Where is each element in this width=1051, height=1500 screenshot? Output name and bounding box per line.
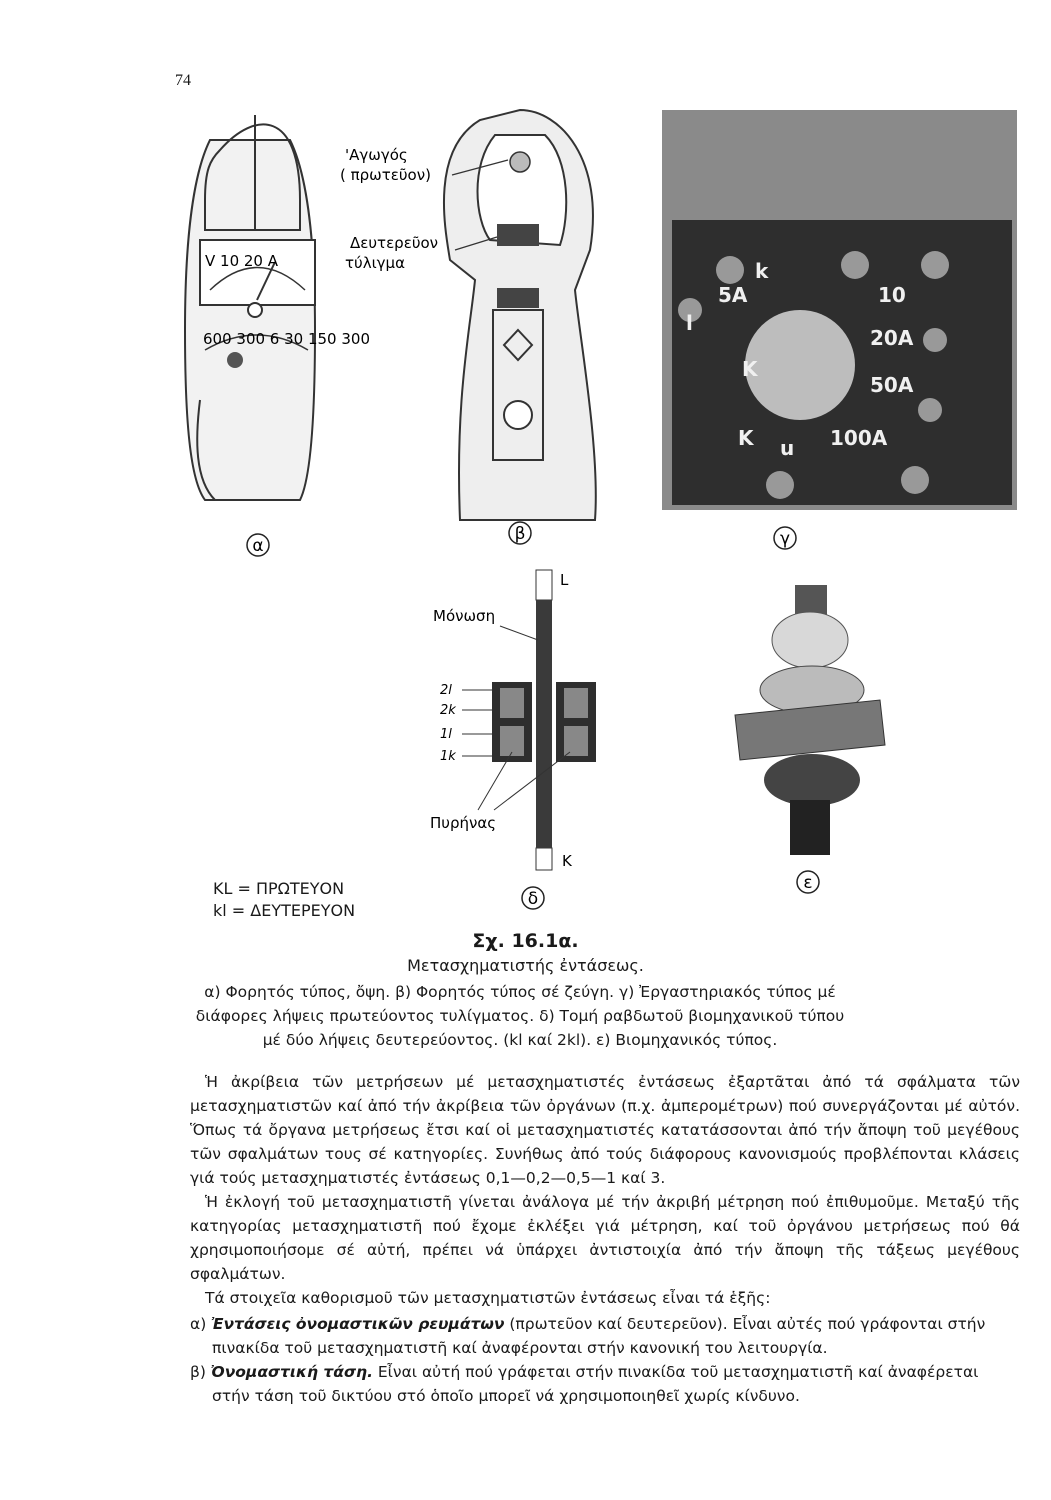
svg-text:V 10 20 A: V 10 20 A <box>205 252 279 270</box>
panel-a-label: α <box>252 536 264 556</box>
svg-text:k: k <box>755 259 769 283</box>
panel-d-label: δ <box>527 889 539 909</box>
svg-text:10: 10 <box>878 283 906 307</box>
svg-text:2l: 2l <box>440 683 452 698</box>
caption-title: Σχ. 16.1α. <box>472 930 579 952</box>
svg-text:2k: 2k <box>440 703 456 718</box>
panel-e-label: ε <box>803 873 813 893</box>
svg-text:K: K <box>562 852 572 870</box>
panel-c-label: γ <box>779 529 791 549</box>
caption-subtitle: Μετασχηματιστής ἐντάσεως. <box>407 956 644 975</box>
panel-c-lab-transformer <box>662 110 1017 549</box>
svg-text:u: u <box>780 436 795 460</box>
svg-text:l: l <box>686 311 693 335</box>
svg-text:100A: 100A <box>830 426 888 450</box>
svg-text:Πυρήνας: Πυρήνας <box>430 814 497 832</box>
list-item: α) Ἐντάσεις ὀνομαστικῶν ρευμάτων (πρωτεῦον καί δευτερεῦον). Εἶναι αὐτές πού γράφονται στήν πινακίδα τοῦ μετασχηματιστῆ καί ἀναφέρονται στήν κανονική του λειτουργία. <box>190 1315 986 1357</box>
panel-b-clamp-section <box>340 110 596 544</box>
paragraph-1: Ἡ ἀκρίβεια τῶν μετρήσεων μέ μετασχηματιστές ἐντάσεως ἐξαρτᾶται ἀπό τά σφάλματα τῶν μετασχηματιστῶν καί ἀπό τήν ἀκρίβεια τῶν ὀργάνων (π.χ. ἀμπερομέτρων) πού συνεργάζονται μέ αὐτόν. Ὅπως τά ὄργανα μετρήσεως ἔτσι καί οἱ μετασχηματιστές κατατάσσονται ἀπό τήν ἄποψη τοῦ μεγέθους τῶν σφαλμάτων τους σέ κατηγορίες. Συνήθως ἀπό τούς διάφορους κανονισμούς προβλέπονται κλάσεις γιά τούς μετασχηματιστές ἐντάσεως 0,1—0,2—0,5—1 καί 3. <box>190 1073 1020 1187</box>
svg-text:L: L <box>560 571 569 589</box>
paragraph-2: Ἡ ἐκλογή τοῦ μετασχηματιστῆ γίνεται ἀνάλογα μέ τήν ἀκριβή μέτρηση πού ἐπιθυμοῦμε. Μεταξύ τῆς κατηγορίας μετασχηματιστῆ πού ἔχομε ἐκλέξει γιά μέτρηση, καί τοῦ ὀργάνου μετρήσεως πού θά χρησιμοποιήσομε σέ αὐτή, πρέπει νά ὑπάρχει ἀντιστοιχία ἀπό τήν ἄποψη τῆς τάξεως μεγέθους σφαλμάτων. <box>190 1193 1020 1283</box>
panel-e-industrial-ct <box>735 585 885 893</box>
svg-text:1l: 1l <box>440 727 452 742</box>
svg-text:( πρωτεῦον): ( πρωτεῦον) <box>340 166 431 184</box>
list-item: β) Ὀνομαστική τάση. Εἶναι αὐτή πού γράφεται στήν πινακίδα τοῦ μετασχηματιστῆ καί ἀναφέρεται στήν τάση τοῦ δικτύου στό ὁποῖο μπορεῖ νά χρησιμοποιηθεῖ χωρίς κίνδυνο. <box>190 1363 979 1405</box>
svg-text:Δευτερεῦον: Δευτερεῦον <box>350 234 439 252</box>
panel-b-label: β <box>514 524 526 544</box>
svg-text:τύλιγμα: τύλιγμα <box>345 254 405 272</box>
svg-text:Μόνωση: Μόνωση <box>433 607 496 625</box>
page-number: 74 <box>175 72 191 89</box>
paragraph-3: Τά στοιχεῖα καθορισμοῦ τῶν μετασχηματιστῶν ἐντάσεως εἶναι τά ἑξῆς: <box>205 1289 771 1307</box>
panel-d-bar-ct-section <box>430 570 596 909</box>
svg-text:1k: 1k <box>440 749 456 764</box>
svg-text:50A: 50A <box>870 373 914 397</box>
item-term: Ἐντάσεις ὀνομαστικῶν ρευμάτων <box>211 1315 505 1333</box>
svg-text:20A: 20A <box>870 326 914 350</box>
svg-text:5A: 5A <box>718 283 748 307</box>
svg-text:600 300 6 30 150 300: 600 300 6 30 150 300 <box>203 330 370 348</box>
caption-description: α) Φορητός τύπος, ὄψη. β) Φορητός τύπος σέ ζεύγη. γ) Ἐργαστηριακός τύπος μέ διάφορες λήψεις πρωτεύοντος τυλίγματος. δ) Τομή ραβδωτοῦ βιομηχανικοῦ τύπου μέ δύο λήψεις δευτερεύοντος. (kl καί 2kl). ε) Βιομηχανικός τύπος. <box>195 983 845 1049</box>
svg-text:'Αγωγός: 'Αγωγός <box>345 146 408 164</box>
svg-text:K: K <box>738 426 754 450</box>
legend-line-2: kl = ΔΕΥΤΕΡΕΥΟΝ <box>213 901 356 920</box>
figure-legend <box>213 878 355 922</box>
legend-line-1: KL = ΠΡΩΤΕΥΟΝ <box>213 879 345 898</box>
item-term: Ὀνομαστική τάση. <box>210 1363 373 1381</box>
svg-text:K: K <box>742 357 758 381</box>
